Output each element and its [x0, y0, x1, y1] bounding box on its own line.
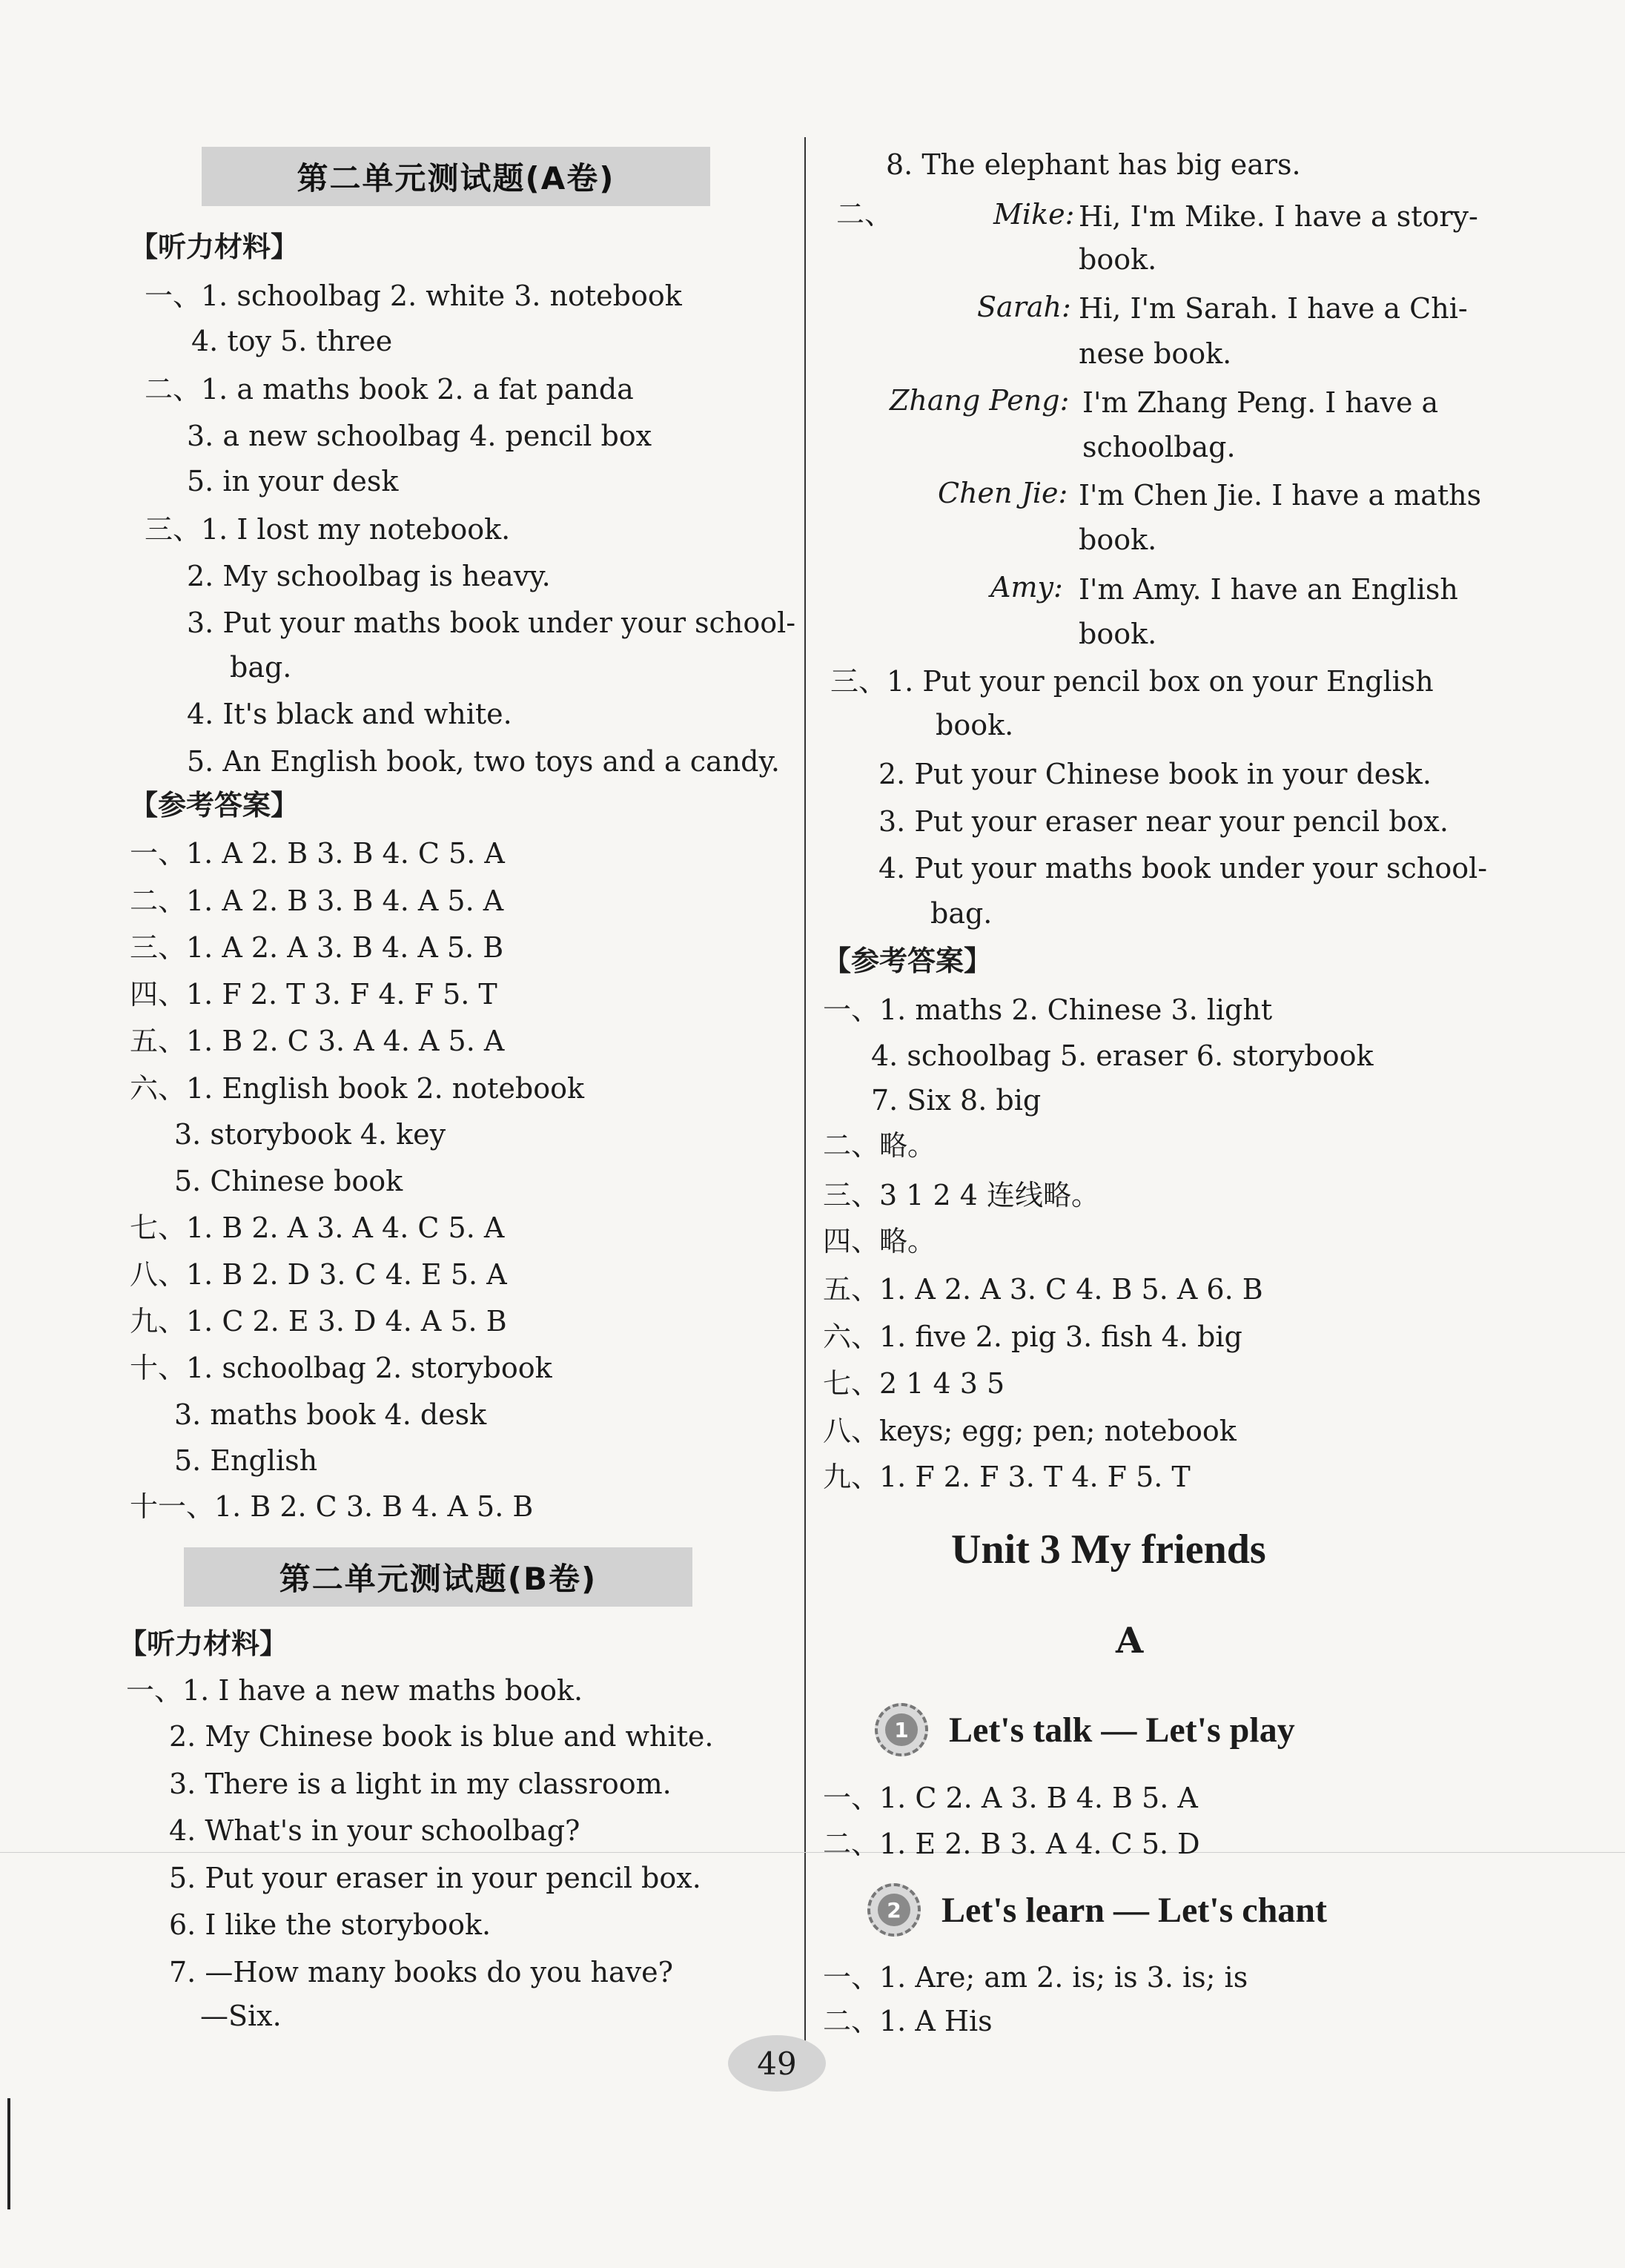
answer-a-line: 二、1. A 2. B 3. B 4. A 5. A	[130, 885, 504, 917]
column-divider	[804, 137, 806, 2043]
answer-b-line: 四、略。	[823, 1225, 936, 1257]
dialogue-line: Hi, I'm Sarah. I have a Chi-	[1079, 292, 1468, 325]
lesson-1-badge-icon: 1	[875, 1703, 928, 1756]
speaker-mike: Mike:	[993, 198, 1075, 231]
listening-b-line: —Six.	[200, 2000, 282, 2032]
answer-a-line: 一、1. A 2. B 3. B 4. C 5. A	[130, 837, 505, 870]
listening-a-line: bag.	[230, 651, 292, 684]
speaker-chen-jie: Chen Jie:	[938, 477, 1068, 509]
answer-b-line: 一、1. maths 2. Chinese 3. light	[823, 994, 1273, 1026]
answer-a-line: 三、1. A 2. A 3. B 4. A 5. B	[130, 931, 504, 964]
answer-b-line: 三、3 1 2 4 连线略。	[823, 1179, 1100, 1211]
answer-b-line: 七、2 1 4 3 5	[823, 1367, 1005, 1400]
section2-label: 二、	[836, 198, 893, 231]
test-b-banner: 第二单元测试题(B卷)	[184, 1547, 692, 1607]
lesson-2-heading	[867, 1883, 1327, 1937]
lesson-2-title: Let's learn — Let's chant	[941, 1890, 1327, 1930]
dialogue-line: I'm Chen Jie. I have a maths	[1079, 479, 1482, 512]
lesson2-answer-line: 一、1. Are; am 2. is; is 3. is; is	[823, 1961, 1248, 1994]
listening-b-line: 7. —How many books do you have?	[169, 1956, 673, 1988]
listening-a-line: 3. a new schoolbag 4. pencil box	[187, 420, 652, 452]
answer-b-line: 4. schoolbag 5. eraser 6. storybook	[871, 1039, 1374, 1072]
section3-line: 3. Put your eraser near your pencil box.	[878, 805, 1449, 838]
listening-a-line: 5. in your desk	[187, 465, 399, 497]
dialogue-line: I'm Zhang Peng. I have a	[1082, 386, 1439, 419]
listening-a-line: 2. My schoolbag is heavy.	[187, 560, 551, 592]
listening-b-line: 一、1. I have a new maths book.	[126, 1674, 583, 1707]
answer-a-line: 八、1. B 2. D 3. C 4. E 5. A	[130, 1258, 507, 1291]
listening-b-line: 3. There is a light in my classroom.	[169, 1768, 672, 1800]
dialogue-line: schoolbag.	[1082, 431, 1236, 463]
answer-a-line: 3. maths book 4. desk	[174, 1398, 487, 1431]
section3-line: bag.	[930, 897, 993, 930]
listening-b-line: 2. My Chinese book is blue and white.	[169, 1720, 714, 1753]
lesson-1-heading	[875, 1703, 1295, 1756]
section3-line: 2. Put your Chinese book in your desk.	[878, 758, 1432, 790]
dialogue-line: nese book.	[1079, 337, 1232, 370]
section3-line: book.	[936, 709, 1014, 741]
section-a-heading: A	[1116, 1620, 1144, 1662]
test-a-banner: 第二单元测试题(A卷)	[202, 147, 710, 206]
listening-b-line: 4. What's in your schoolbag?	[169, 1814, 580, 1847]
answer-a-line: 五、1. B 2. C 3. A 4. A 5. A	[130, 1025, 505, 1057]
right-top-line: 8. The elephant has big ears.	[886, 148, 1301, 181]
listening-a-line: 4. toy 5. three	[191, 325, 393, 357]
page-number: 49	[728, 2035, 826, 2092]
listening-a-line: 4. It's black and white.	[187, 698, 512, 730]
listening-b-line: 5. Put your eraser in your pencil box.	[169, 1862, 701, 1894]
scan-fold-line	[0, 1852, 1625, 1853]
answer-a-line: 六、1. English book 2. notebook	[130, 1072, 584, 1105]
answer-b-line: 八、keys; egg; pen; notebook	[823, 1415, 1237, 1447]
dialogue-line: book.	[1079, 243, 1157, 276]
dialogue-line: book.	[1079, 618, 1157, 650]
answer-a-line: 十一、1. B 2. C 3. B 4. A 5. B	[130, 1490, 534, 1523]
unit-title: Unit 3 My friends	[951, 1527, 1266, 1573]
dialogue-line: I'm Amy. I have an English	[1079, 573, 1458, 606]
listening-b-line: 6. I like the storybook.	[169, 1908, 492, 1941]
listening-a-line: 3. Put your maths book under your school-	[187, 606, 796, 639]
answer-a-line: 3. storybook 4. key	[174, 1118, 446, 1151]
answer-b-line: 7. Six 8. big	[871, 1084, 1042, 1117]
answer-b-line: 五、1. A 2. A 3. C 4. B 5. A 6. B	[823, 1273, 1263, 1306]
answer-b-line: 六、1. five 2. pig 3. fish 4. big	[823, 1320, 1242, 1353]
listening-a-line: 一、1. schoolbag 2. white 3. notebook	[145, 280, 682, 312]
lesson-2-badge-icon: 2	[867, 1883, 921, 1937]
speaker-sarah: Sarah:	[977, 291, 1071, 323]
answer-a-line: 十、1. schoolbag 2. storybook	[130, 1352, 552, 1384]
listening-header-a: 【听力材料】	[130, 231, 299, 263]
listening-a-line: 二、1. a maths book 2. a fat panda	[145, 373, 634, 406]
dialogue-line: book.	[1079, 523, 1157, 556]
lesson-1-title: Let's talk — Let's play	[949, 1710, 1295, 1750]
answer-a-line: 四、1. F 2. T 3. F 4. F 5. T	[130, 978, 497, 1011]
answer-a-line: 5. English	[174, 1444, 318, 1477]
listening-a-line: 5. An English book, two toys and a candy.	[187, 745, 780, 778]
lesson1-answer-line: 一、1. C 2. A 3. B 4. B 5. A	[823, 1782, 1198, 1814]
listening-a-line: 三、1. I lost my notebook.	[145, 513, 511, 546]
answer-a-line: 七、1. B 2. A 3. A 4. C 5. A	[130, 1211, 505, 1244]
listening-header-b: 【听力材料】	[119, 1627, 288, 1660]
lesson2-answer-line: 二、1. A His	[823, 2005, 993, 2037]
answer-a-line: 5. Chinese book	[174, 1165, 403, 1197]
speaker-zhang-peng: Zhang Peng:	[890, 384, 1070, 417]
section3-line: 4. Put your maths book under your school-	[878, 852, 1488, 885]
answer-a-line: 九、1. C 2. E 3. D 4. A 5. B	[130, 1305, 507, 1338]
lesson1-answer-line: 二、1. E 2. B 3. A 4. C 5. D	[823, 1828, 1200, 1860]
answer-b-line: 九、1. F 2. F 3. T 4. F 5. T	[823, 1461, 1191, 1493]
dialogue-line: Hi, I'm Mike. I have a story-	[1079, 200, 1478, 233]
scan-edge-mark	[7, 2098, 10, 2209]
answers-header-a: 【参考答案】	[130, 789, 299, 821]
section3-line: 三、1. Put your pencil box on your English	[830, 665, 1434, 698]
answers-header-b: 【参考答案】	[823, 945, 993, 977]
answer-b-line: 二、略。	[823, 1129, 936, 1162]
speaker-amy: Amy:	[990, 571, 1063, 604]
